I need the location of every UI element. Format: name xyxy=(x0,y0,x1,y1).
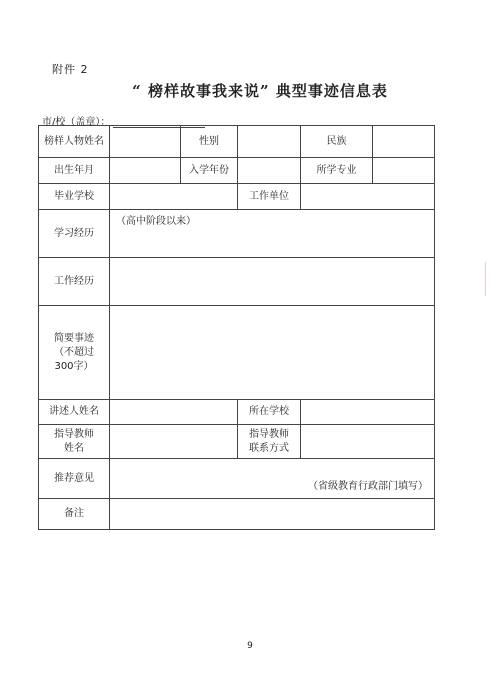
recommend-note: （省级教育行政部门填写） xyxy=(308,481,428,492)
teacher-name-value[interactable] xyxy=(110,425,238,459)
study-label: 学习经历 xyxy=(39,210,110,258)
major-label: 所学专业 xyxy=(301,158,373,184)
teacher-contact-label: 指导教师联系方式 xyxy=(238,425,301,459)
form-title: “ 榜样故事我来说” 典型事迹信息表 xyxy=(132,82,388,100)
teacher-name-label: 指导教师姓名 xyxy=(39,425,110,459)
teacher-contact-value[interactable] xyxy=(301,425,435,459)
enroll-year-label: 入学年份 xyxy=(181,158,238,184)
school-value[interactable] xyxy=(110,184,238,210)
info-form-table xyxy=(38,125,435,530)
work-experience-value[interactable] xyxy=(110,258,435,306)
work-unit-label: 工作单位 xyxy=(238,184,301,210)
ethnicity-value[interactable] xyxy=(373,126,435,158)
birth-label: 出生年月 xyxy=(39,158,110,184)
major-value[interactable] xyxy=(373,158,435,184)
deeds-label: 简要事迹（不超过300字） xyxy=(39,306,110,400)
ethnicity-label: 民族 xyxy=(301,126,373,158)
faint-margin-mark xyxy=(481,262,486,296)
study-hint: （高中阶段以来） xyxy=(116,216,196,227)
school-label: 毕业学校 xyxy=(39,184,110,210)
page-number: 9 xyxy=(247,641,253,651)
deeds-value[interactable] xyxy=(110,306,435,400)
enroll-year-value[interactable] xyxy=(238,158,301,184)
gender-label: 性别 xyxy=(181,126,238,158)
gender-value[interactable] xyxy=(238,126,301,158)
remark-value[interactable] xyxy=(110,499,435,530)
name-value[interactable] xyxy=(110,126,181,158)
narrator-label: 讲述人姓名 xyxy=(39,400,110,425)
work-experience-label: 工作经历 xyxy=(39,258,110,306)
recommend-label: 推荐意见 xyxy=(39,459,110,499)
attachment-label: 附件 2 xyxy=(52,63,89,76)
name-label: 榜样人物姓名 xyxy=(39,126,110,158)
study-value[interactable] xyxy=(110,210,435,258)
narrator-value[interactable] xyxy=(110,400,238,425)
city-label: 市/校（盖章）： xyxy=(42,117,111,128)
narrator-school-value[interactable] xyxy=(301,400,435,425)
recommend-value[interactable] xyxy=(110,459,435,499)
work-unit-value[interactable] xyxy=(301,184,435,210)
birth-value[interactable] xyxy=(110,158,181,184)
remark-label: 备注 xyxy=(39,499,110,530)
narrator-school-label: 所在学校 xyxy=(238,400,301,425)
